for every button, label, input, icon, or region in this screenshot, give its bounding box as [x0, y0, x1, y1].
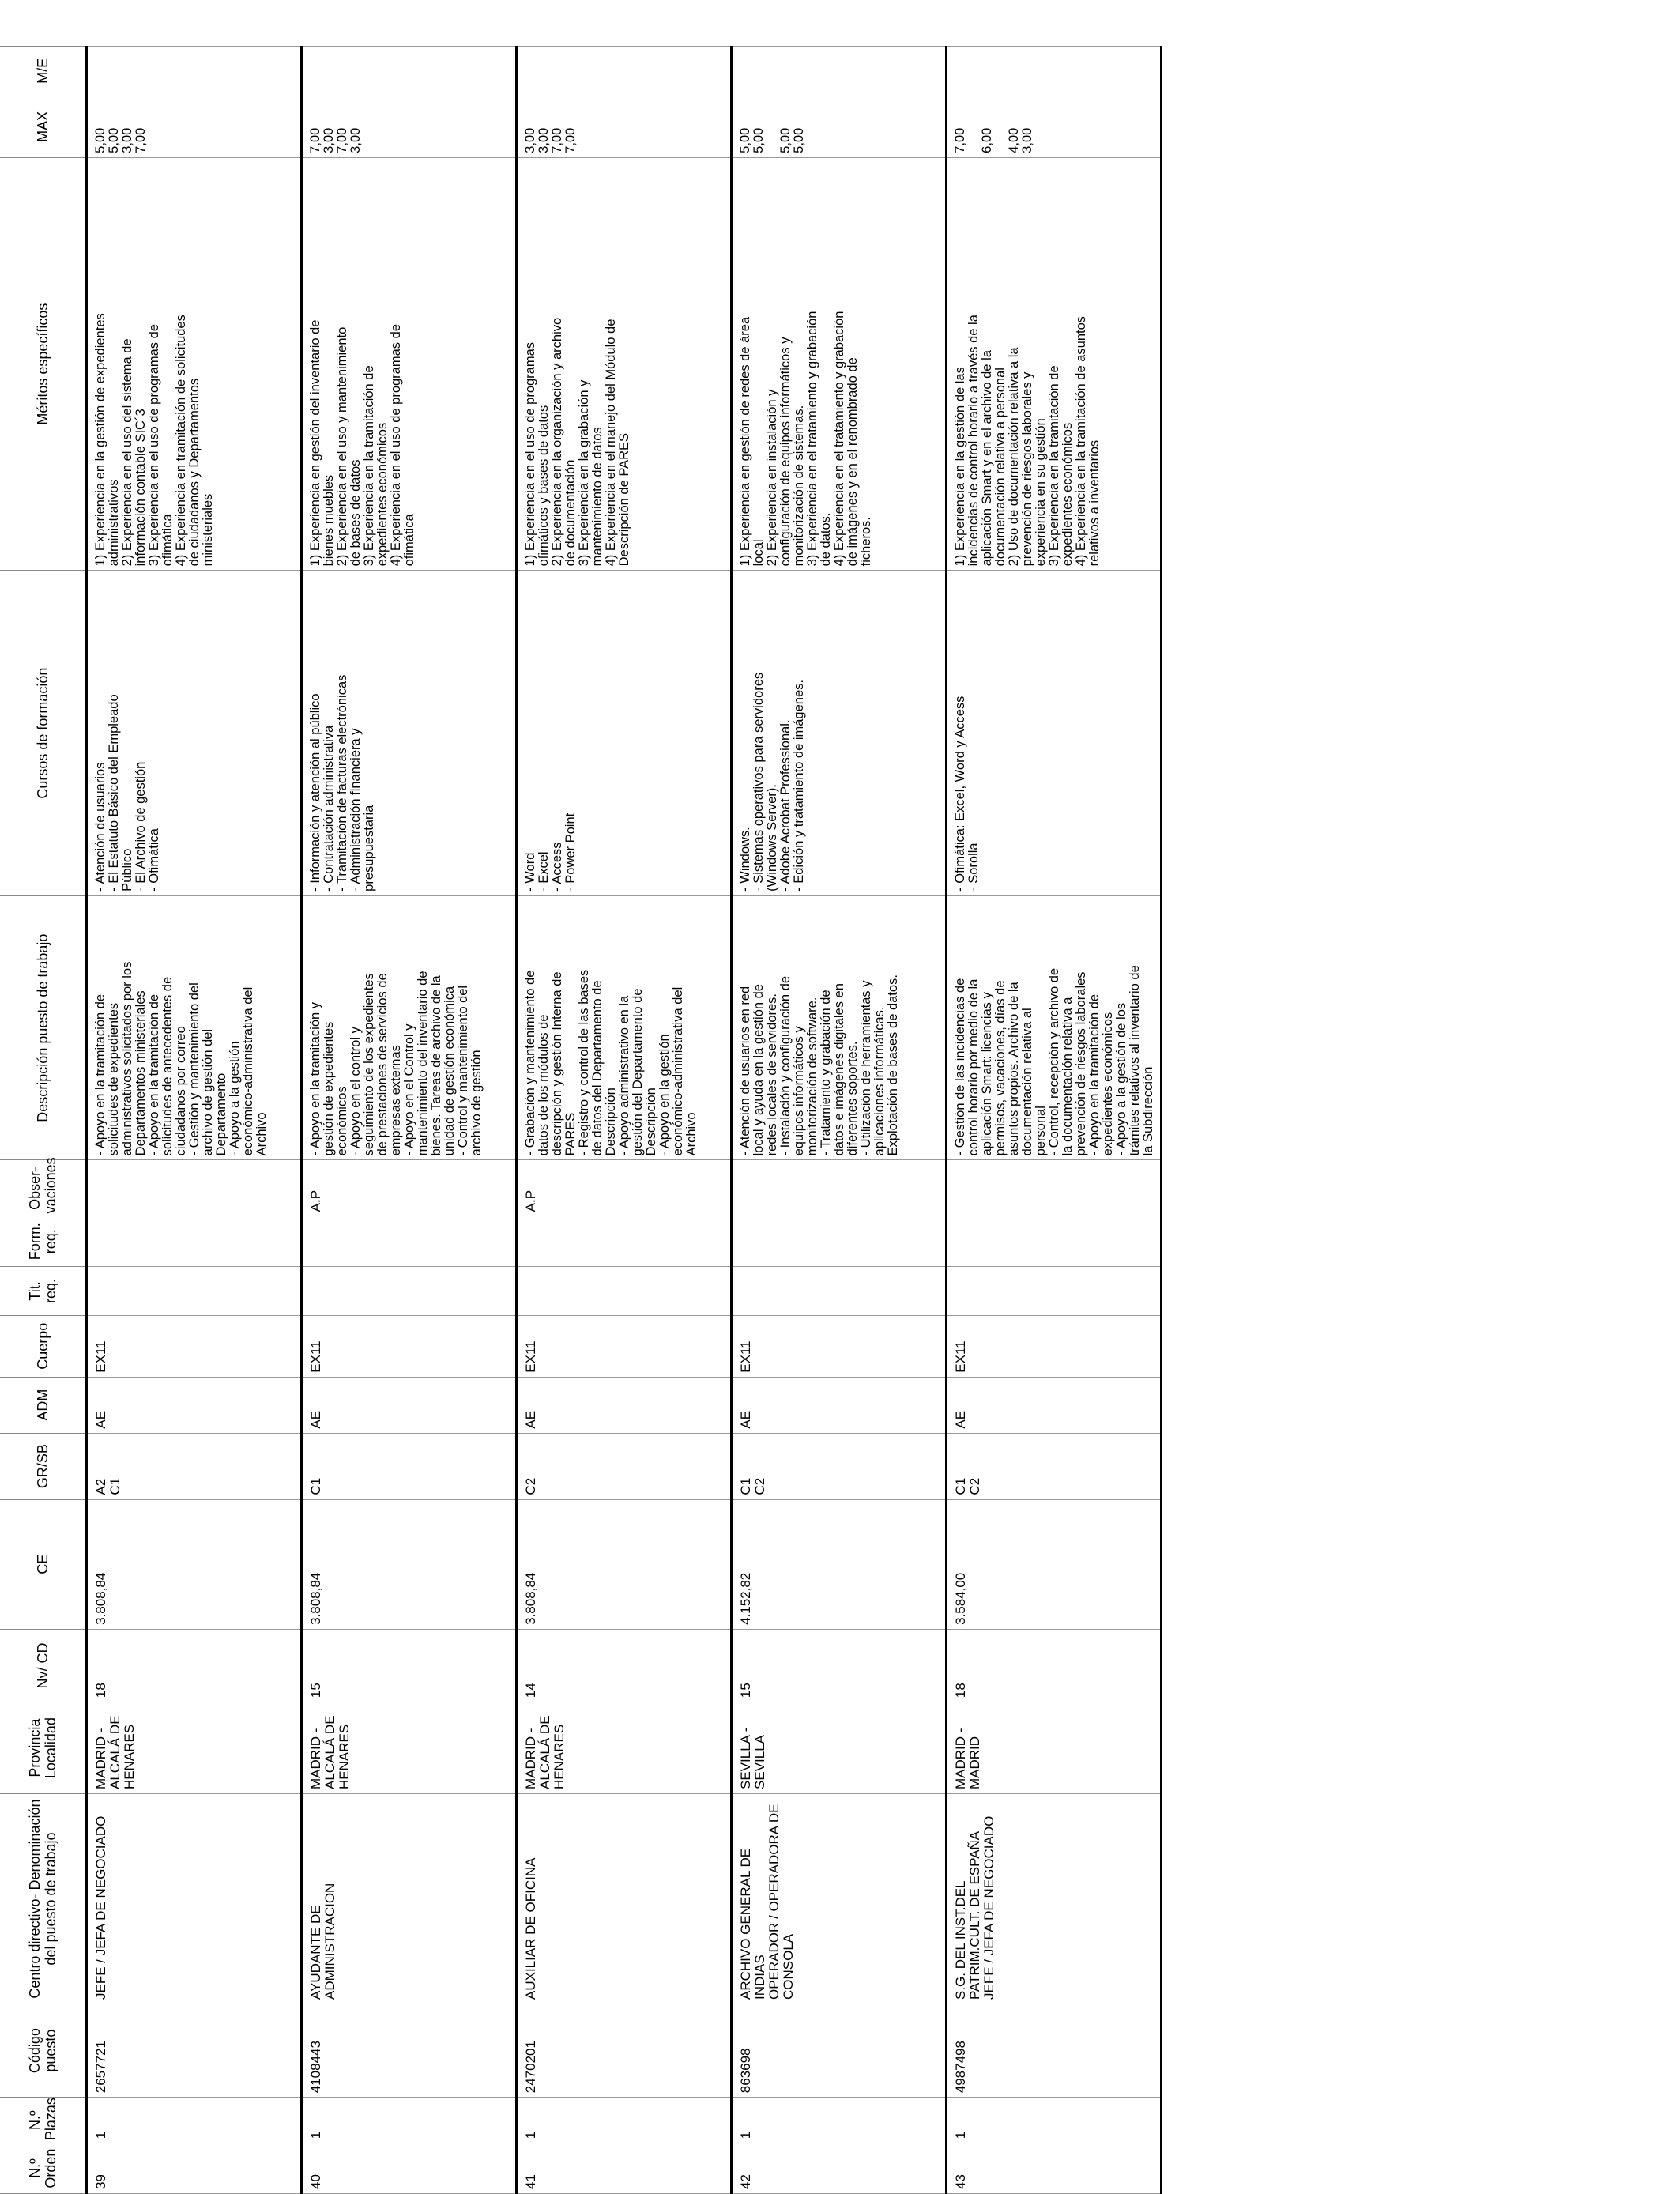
cell-plazas: 1 — [947, 2098, 1162, 2143]
cell-orden: 42 — [732, 2143, 947, 2194]
cell-grupo: C2 — [517, 1433, 732, 1499]
cell-provincia: SEVILLA - SEVILLA — [732, 1702, 947, 1794]
table-header-row — [0, 47, 87, 2194]
cell-descripcion: - Gestión de las incidencias de control horario por medio de la aplicación Smart: licencias y permisos, vacaciones, días de asuntos propios. Archivo de la documentación relativa al personal - Control, recepción y archivo de la documentación relativa a prevención de riesgos laborales - Apoyo en la tramitación de expedientes económicos - Apoyo a la gestión de los trámites relativos al inventario de la Subdirección — [947, 895, 1162, 1160]
cell-meritos: 1) Experiencia en gestión del inventario de bienes muebles 2) Experiencia en el uso y mantenimiento de bases de datos 3) Experiencia en la tramitación de expedientes económicos 4) Experiencia en el uso de programas de ofimática — [302, 157, 517, 571]
cell-observaciones — [947, 1160, 1162, 1216]
cell-centro: AYUDANTE DE ADMINISTRACION — [302, 1794, 517, 2004]
cell-me — [302, 47, 517, 96]
cell-ce: 3.808,84 — [87, 1499, 302, 1629]
cell-grupo: A2 C1 — [87, 1433, 302, 1499]
cell-codigo: 4108443 — [302, 2004, 517, 2098]
cell-descripcion: - Apoyo en la tramitación y gestión de expedientes económicos - Apoyo en el control y seguimiento de los expedientes de prestaciones de servicios de empresas externas - Apoyo en el Control y mantenimiento del inventario de bienes. Tareas de archivo de la unidad de gestión económica - Control y mantenimiento del archivo de gestión — [302, 895, 517, 1160]
table-row — [302, 47, 517, 2194]
cell-meritos: 1) Experiencia en la gestión de las incidencias de control horario a través de la aplicación Smart y en el archivo de la documentación relativa a personal 2) Uso de documentación relativa a la prevención de riesgos laborales y experiencia en su gestión 3) Experiencia en la tramitación de expedientes económicos 4) Experiencia en la tramitación de asuntos relativos a inventarios — [947, 157, 1162, 571]
cell-centro: AUXILIAR DE OFICINA — [517, 1794, 732, 2004]
cell-centro — [947, 1794, 1162, 2004]
header-meritos: Méritos específicos — [0, 157, 87, 571]
table-row — [87, 47, 302, 2194]
cell-max: 7,00 3,00 7,00 3,00 — [302, 96, 517, 157]
header-centro: Centro directivo- Denominación del puesto de trabajo — [0, 1794, 87, 2004]
cell-codigo: 2470201 — [517, 2004, 732, 2098]
cell-descripcion: - Atención de usuarios en red local y ayuda en la gestión de redes locales de servidores. - Instalación y configuración de equipos informáticos y monitorización de software. - Tratamiento y grabación de datos e imágenes digitales en diferentes soportes. - Utilización de herramientas y aplicaciones informáticas. Explotación de bases de datos. — [732, 895, 947, 1160]
cell-meritos: 1) Experiencia en la gestión de expedientes administrativos 2) Experiencia en el uso del sistema de información contable SIC´3 3) Experiencia en el uso de programas de ofimática 4) Experiencia en tramitación de solicitudes de ciudadanos y Departamentos ministeriales — [87, 157, 302, 571]
cell-cuerpo: EX11 — [302, 1315, 517, 1377]
cell-formacion — [517, 1216, 732, 1267]
cell-titulacion — [302, 1267, 517, 1315]
cell-provincia: MADRID - ALCALÁ DE HENARES — [517, 1702, 732, 1794]
cell-titulacion — [517, 1267, 732, 1315]
cell-formacion — [947, 1216, 1162, 1267]
header-plazas: N.º Plazas — [0, 2098, 87, 2143]
cell-adm: AE — [87, 1377, 302, 1433]
cell-adm: AE — [517, 1377, 732, 1433]
cell-adm: AE — [302, 1377, 517, 1433]
header-cursos: Cursos de formación — [0, 571, 87, 895]
header-formacion: Form. req. — [0, 1216, 87, 1267]
cell-plazas: 1 — [87, 2098, 302, 2143]
cell-observaciones: A.P — [302, 1160, 517, 1216]
cell-observaciones — [87, 1160, 302, 1216]
cell-me — [87, 47, 302, 96]
header-orden: N.º Orden — [0, 2143, 87, 2194]
cell-me — [947, 47, 1162, 96]
cell-orden: 41 — [517, 2143, 732, 2194]
centro-organismo: ARCHIVO GENERAL DE INDIAS — [738, 1848, 767, 2000]
cell-meritos: 1) Experiencia en el uso de programas ofimáticos y bases de datos 2) Experiencia en la organización y archivo de documentación 3) Experiencia en la grabación y mantenimiento de datos 4) Experiencia en el manejo del Módulo de Descripción de PARES — [517, 157, 732, 571]
header-nivel: Nv/ CD — [0, 1629, 87, 1702]
cell-cuerpo: EX11 — [947, 1315, 1162, 1377]
cell-nivel: 18 — [947, 1629, 1162, 1702]
cell-max: 5,00 5,00 3,00 7,00 — [87, 96, 302, 157]
cell-centro — [732, 1794, 947, 2004]
cell-cursos: - Atención de usuarios - El Estatuto Básico del Empleado Público - El Archivo de gestión - Ofimática — [87, 571, 302, 895]
cell-cuerpo: EX11 — [517, 1315, 732, 1377]
cell-plazas: 1 — [732, 2098, 947, 2143]
cell-titulacion — [732, 1267, 947, 1315]
cell-titulacion — [87, 1267, 302, 1315]
header-codigo: Código puesto — [0, 2004, 87, 2098]
cell-codigo: 4987498 — [947, 2004, 1162, 2098]
header-max: MAX — [0, 96, 87, 157]
cell-nivel: 18 — [87, 1629, 302, 1702]
cell-codigo: 863698 — [732, 2004, 947, 2098]
header-observaciones: Obser- vaciones — [0, 1160, 87, 1216]
cell-cursos: - Información y atención al público - Contratación administrativa - Tramitación de facturas electrónicas - Administración financiera y presupuestaria — [302, 571, 517, 895]
cell-descripcion: - Grabación y mantenimiento de datos de los módulos de descripción y gestión Interna de PARES - Registro y control de las bases de datos del Departamento de Descripción - Apoyo administrativo en la gestión del Departamento de Descripción - Apoyo en la gestión económico-administrativa del Archivo — [517, 895, 732, 1160]
cell-adm: AE — [947, 1377, 1162, 1433]
cell-grupo: C1 C2 — [732, 1433, 947, 1499]
cell-observaciones: A.P — [517, 1160, 732, 1216]
cell-plazas: 1 — [517, 2098, 732, 2143]
header-grupo: GR/SB — [0, 1433, 87, 1499]
cell-orden: 40 — [302, 2143, 517, 2194]
job-positions-table — [0, 46, 1162, 2194]
cell-meritos: 1) Experiencia en gestión de redes de área local 2) Experiencia en instalación y configuración de equipos informáticos y monitorización de sistemas. 3) Experiencia en el tratamiento y grabación de datos. 4) Experiencia en el tratamiento y grabación de imágenes y en el renombrado de ficheros. — [732, 157, 947, 571]
cell-centro: JEFE / JEFA DE NEGOCIADO — [87, 1794, 302, 2004]
cell-grupo: C1 C2 — [947, 1433, 1162, 1499]
cell-max: 3,00 3,00 7,00 7,00 — [517, 96, 732, 157]
cell-ce: 3.808,84 — [517, 1499, 732, 1629]
cell-cursos: - Word - Excel - Access - Power Point — [517, 571, 732, 895]
cell-codigo: 2657721 — [87, 2004, 302, 2098]
centro-puesto: OPERADOR / OPERADORA DE CONSOLA — [767, 1804, 796, 2000]
cell-orden: 43 — [947, 2143, 1162, 2194]
cell-formacion — [732, 1216, 947, 1267]
header-cuerpo: Cuerpo — [0, 1315, 87, 1377]
cell-formacion — [87, 1216, 302, 1267]
cell-provincia: MADRID - MADRID — [947, 1702, 1162, 1794]
cell-plazas: 1 — [302, 2098, 517, 2143]
cell-ce: 3.584,00 — [947, 1499, 1162, 1629]
cell-max: 7,00 6,00 4,00 3,00 — [947, 96, 1162, 157]
cell-nivel: 15 — [732, 1629, 947, 1702]
cell-cursos: - Ofimática: Excel, Word y Access - Sorolla — [947, 571, 1162, 895]
header-ce: CE — [0, 1499, 87, 1629]
table-row — [947, 47, 1162, 2194]
header-titulacion: Tit. req. — [0, 1267, 87, 1315]
cell-titulacion — [947, 1267, 1162, 1315]
cell-observaciones — [732, 1160, 947, 1216]
cell-adm: AE — [732, 1377, 947, 1433]
table-row — [732, 47, 947, 2194]
cell-orden: 39 — [87, 2143, 302, 2194]
header-descripcion: Descripción puesto de trabajo — [0, 895, 87, 1160]
cell-cuerpo: EX11 — [87, 1315, 302, 1377]
cell-cursos: - Windows. - Sistemas operativos para servidores (Windows Server). - Adobe Acrobat Professional. - Edición y tratamiento de imágenes. — [732, 571, 947, 895]
header-adm: ADM — [0, 1377, 87, 1433]
cell-provincia: MADRID - ALCALÁ DE HENARES — [302, 1702, 517, 1794]
cell-formacion — [302, 1216, 517, 1267]
table-row — [517, 47, 732, 2194]
cell-nivel: 14 — [517, 1629, 732, 1702]
header-me: M/E — [0, 47, 87, 96]
cell-provincia: MADRID - ALCALÁ DE HENARES — [87, 1702, 302, 1794]
cell-ce: 3.808,84 — [302, 1499, 517, 1629]
cell-max: 5,00 5,00 5,00 5,00 — [732, 96, 947, 157]
cell-me — [732, 47, 947, 96]
cell-descripcion: - Apoyo en la tramitación de solicitudes de expedientes administrativos solicitados por los Departamentos ministeriales - Apoyo en la tramitación de solicitudes de antecedentes de ciudadanos por correo - Gestión y mantenimiento del archivo de gestión del Departamento - Apoyo a la gestión económico-administrativa del Archivo — [87, 895, 302, 1160]
cell-cuerpo: EX11 — [732, 1315, 947, 1377]
header-provincia: Provincia Localidad — [0, 1702, 87, 1794]
centro-organismo: S.G. DEL INST.DEL PATRIM.CULT. DE ESPAÑA — [953, 1830, 982, 2000]
cell-nivel: 15 — [302, 1629, 517, 1702]
cell-me — [517, 47, 732, 96]
cell-ce: 4.152,82 — [732, 1499, 947, 1629]
centro-puesto: JEFE / JEFA DE NEGOCIADO — [981, 1815, 996, 2000]
cell-grupo: C1 — [302, 1433, 517, 1499]
